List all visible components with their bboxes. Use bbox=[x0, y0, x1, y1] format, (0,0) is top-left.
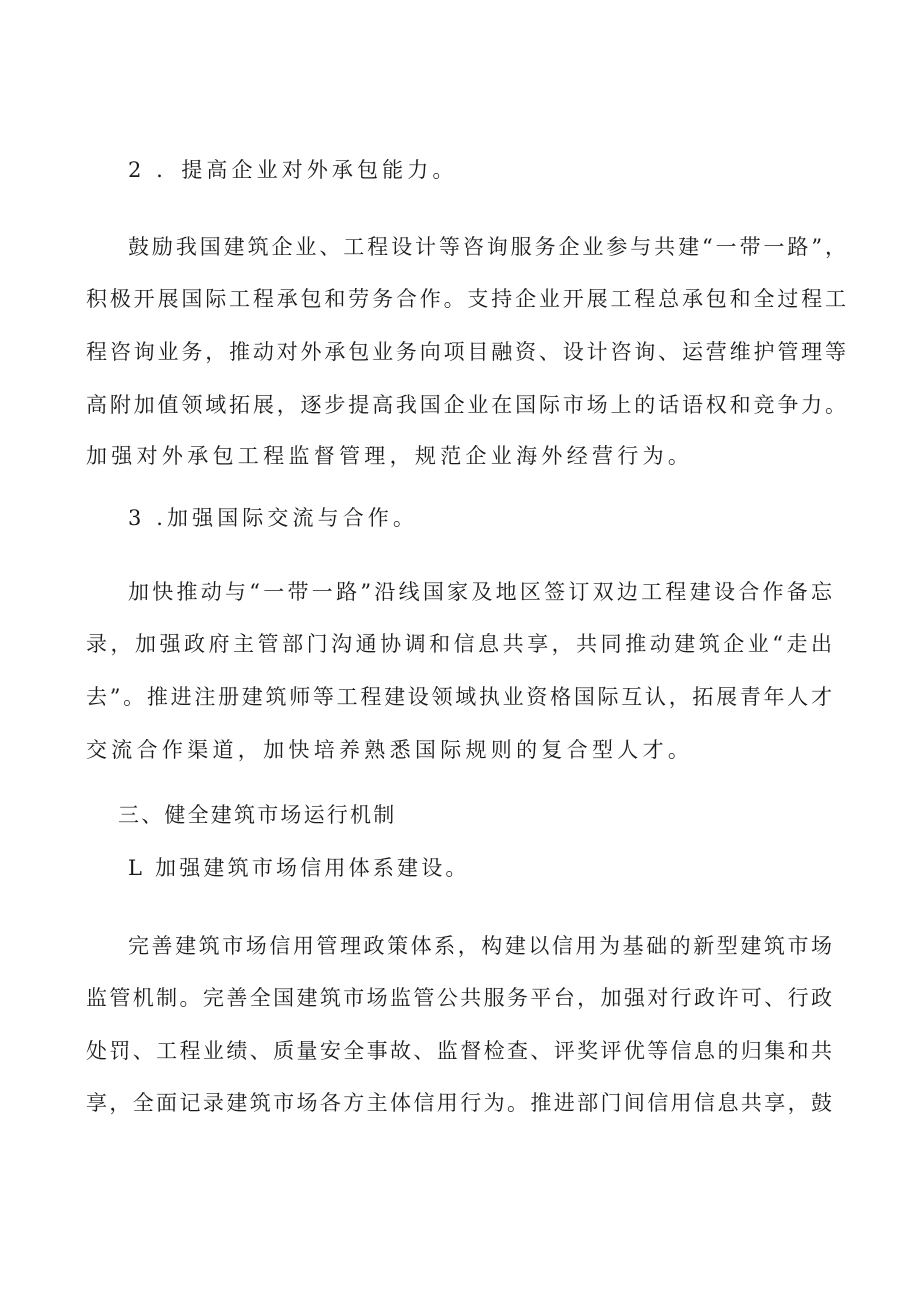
section-3-heading: 三、健全建筑市场运行机制 bbox=[118, 803, 397, 827]
paragraph-1-line-1: 鼓励我国建筑企业、工程设计等咨询服务企业参与共建“一带一路”， bbox=[128, 235, 846, 259]
item-2-heading: 2 ．提高企业对外承包能力。 bbox=[128, 158, 458, 182]
paragraph-2-line-1: 加快推动与“一带一路”沿线国家及地区签订双边工程建设合作备忘 bbox=[128, 580, 832, 604]
paragraph-1-line-2: 积极开展国际工程承包和劳务合作。支持企业开展工程总承包和全过程工 bbox=[86, 287, 846, 311]
paragraph-2-line-2: 录，加强政府主管部门沟通协调和信息共享，共同推动建筑企业“走出 bbox=[86, 632, 832, 656]
item-L-heading: L 加强建筑市场信用体系建设。 bbox=[128, 856, 470, 880]
paragraph-3-line-2: 监管机制。完善全国建筑市场监管公共服务平台，加强对行政许可、行政 bbox=[86, 986, 832, 1010]
paragraph-1-line-3: 程咨询业务，推动对外承包业务向项目融资、设计咨询、运营维护管理等 bbox=[86, 340, 846, 364]
paragraph-3-line-4: 享，全面记录建筑市场各方主体信用行为。推进部门间信用信息共享，鼓 bbox=[86, 1091, 832, 1115]
paragraph-3-line-1: 完善建筑市场信用管理政策体系，构建以信用为基础的新型建筑市场 bbox=[128, 934, 832, 958]
paragraph-1-line-4: 高附加值领域拓展，逐步提高我国企业在国际市场上的话语权和竞争力。 bbox=[86, 393, 846, 417]
item-3-heading: 3 .加强国际交流与合作。 bbox=[128, 506, 419, 530]
paragraph-3-line-3: 处罚、工程业绩、质量安全事故、监督检查、评奖评优等信息的归集和共 bbox=[86, 1039, 832, 1063]
paragraph-1-line-5: 加强对外承包工程监督管理，规范企业海外经营行为。 bbox=[86, 444, 694, 468]
paragraph-2-line-4: 交流合作渠道，加快培养熟悉国际规则的复合型人才。 bbox=[86, 738, 694, 762]
paragraph-2-line-3: 去”。推进注册建筑师等工程建设领域执业资格国际互认，拓展青年人才 bbox=[86, 685, 832, 709]
